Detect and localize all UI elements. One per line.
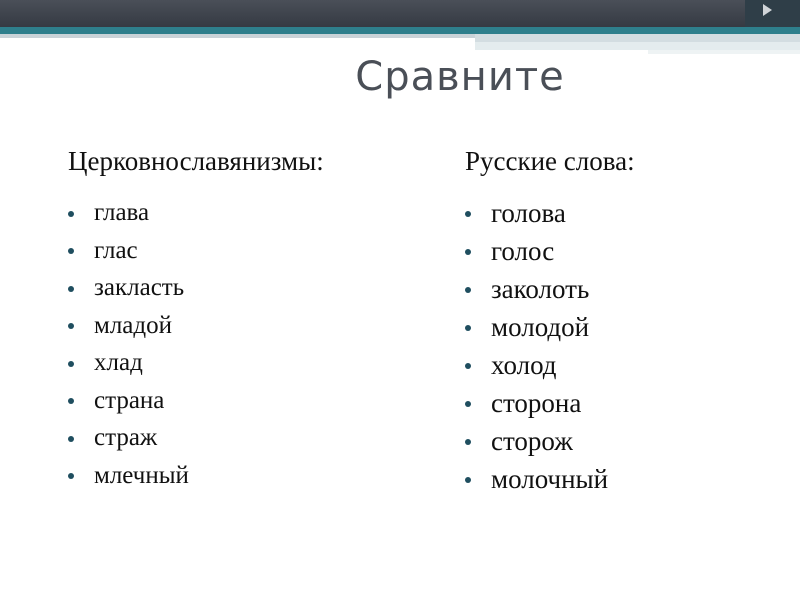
- bullet-icon: [465, 401, 471, 407]
- list-item-text: молочный: [491, 464, 609, 494]
- list-item-text: глас: [94, 236, 138, 264]
- list-item-text: страна: [94, 386, 165, 414]
- list-item: [465, 346, 785, 384]
- list-item: [68, 457, 408, 495]
- list-item-text: голова: [491, 198, 566, 228]
- bullet-icon: [465, 439, 471, 445]
- right-column: [465, 144, 785, 498]
- bullet-icon: [465, 477, 471, 483]
- list-item: [68, 344, 408, 382]
- header-band: [0, 0, 800, 27]
- left-word-list: [68, 194, 408, 494]
- bullet-icon: [68, 398, 74, 404]
- list-item: [465, 194, 785, 232]
- list-item: [465, 308, 785, 346]
- header-light-stripe: [475, 34, 800, 42]
- list-item: [465, 384, 785, 422]
- header-light-stripe: [475, 42, 800, 50]
- list-item: [465, 460, 785, 498]
- list-item: [68, 194, 408, 232]
- bullet-icon: [68, 473, 74, 479]
- list-item-text: молодой: [491, 312, 590, 342]
- list-item-text: голос: [491, 236, 555, 266]
- bullet-icon: [68, 436, 74, 442]
- left-column: [68, 144, 408, 494]
- bullet-icon: [465, 363, 471, 369]
- list-item-text: сторона: [491, 388, 582, 418]
- bullet-icon: [465, 249, 471, 255]
- bullet-icon: [465, 211, 471, 217]
- right-word-list: [465, 194, 785, 498]
- header-light-stripe: [0, 34, 475, 38]
- list-item-text: хлад: [94, 349, 143, 376]
- slide-title: Сравните: [355, 54, 565, 100]
- header-accent: [745, 0, 800, 27]
- right-column-heading: Русские слова:: [465, 146, 635, 176]
- list-item: [68, 232, 408, 270]
- list-item-text: заколоть: [491, 274, 590, 304]
- left-column-heading: Церковнославянизмы:: [68, 146, 324, 176]
- list-item: [68, 382, 408, 420]
- list-item: [465, 232, 785, 270]
- bullet-icon: [465, 325, 471, 331]
- list-item: [465, 422, 785, 460]
- bullet-icon: [465, 287, 471, 293]
- list-item-text: сторож: [491, 426, 573, 456]
- bullet-icon: [68, 323, 74, 329]
- list-item-text: страж: [94, 424, 158, 451]
- list-item-text: млечный: [94, 461, 189, 489]
- list-item-text: младой: [94, 311, 172, 339]
- bullet-icon: [68, 248, 74, 254]
- list-item: [465, 270, 785, 308]
- arrow-icon: [763, 4, 772, 16]
- list-item: [68, 307, 408, 345]
- list-item-text: глава: [94, 199, 150, 226]
- list-item-text: холод: [491, 350, 557, 380]
- list-item: [68, 269, 408, 307]
- list-item-text: закласть: [94, 274, 185, 301]
- bullet-icon: [68, 286, 74, 292]
- bullet-icon: [68, 211, 74, 217]
- bullet-icon: [68, 361, 74, 367]
- list-item: [68, 419, 408, 457]
- header-teal-stripe: [0, 27, 800, 34]
